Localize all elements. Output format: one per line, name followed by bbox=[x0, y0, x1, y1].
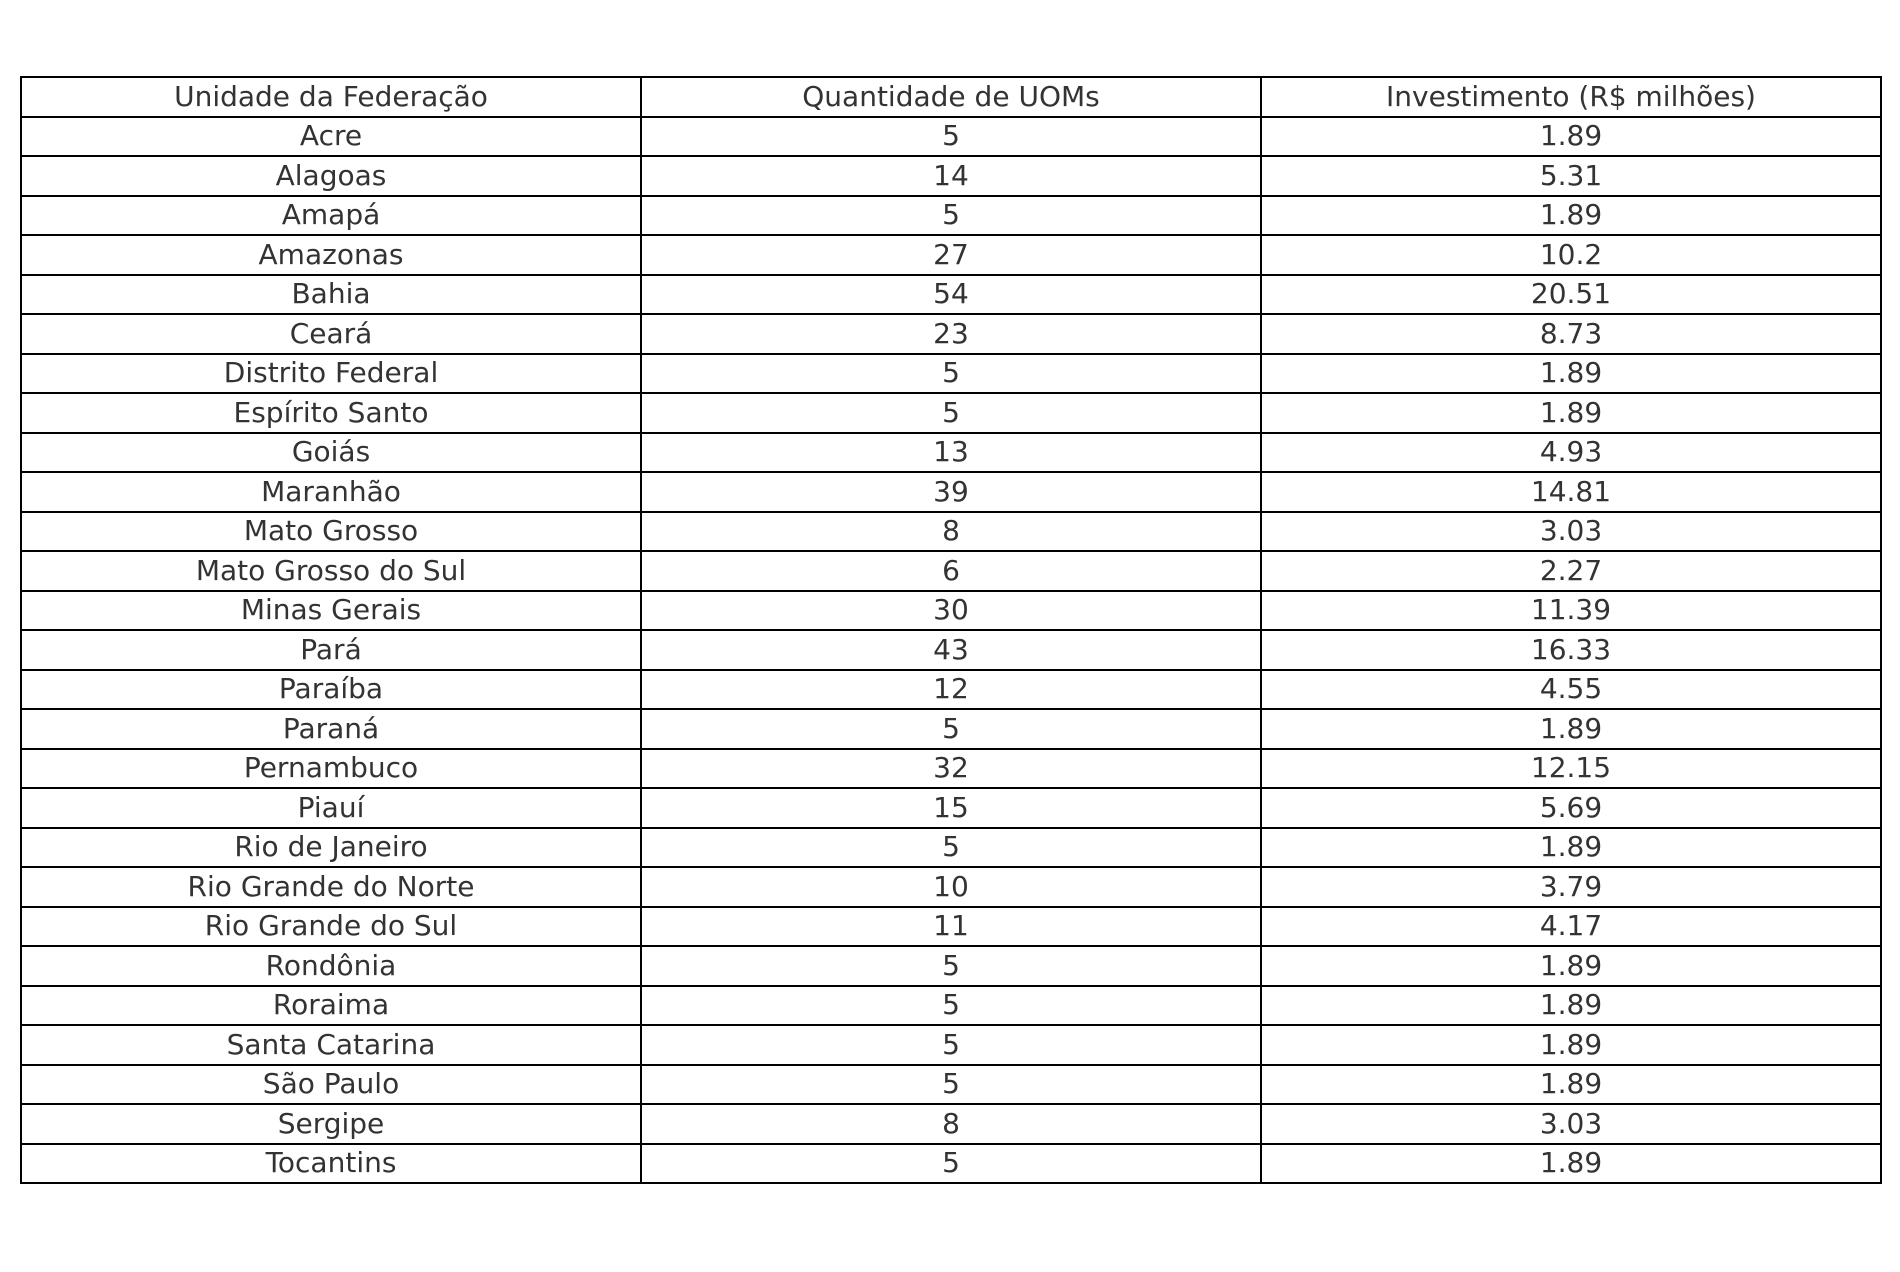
table-row bbox=[21, 314, 1881, 354]
cell-investimento: 12.15 bbox=[1261, 749, 1881, 789]
cell-unidade: Tocantins bbox=[21, 1144, 641, 1184]
cell-unidade: Goiás bbox=[21, 433, 641, 473]
cell-unidade: Mato Grosso bbox=[21, 512, 641, 552]
cell-unidade: Minas Gerais bbox=[21, 591, 641, 631]
cell-unidade: Rio Grande do Sul bbox=[21, 907, 641, 947]
cell-quantidade: 10 bbox=[641, 867, 1261, 907]
table-row bbox=[21, 1104, 1881, 1144]
table-row bbox=[21, 630, 1881, 670]
cell-unidade: Pernambuco bbox=[21, 749, 641, 789]
cell-investimento: 1.89 bbox=[1261, 828, 1881, 868]
cell-unidade: Amapá bbox=[21, 196, 641, 236]
cell-quantidade: 5 bbox=[641, 1025, 1261, 1065]
cell-quantidade: 8 bbox=[641, 512, 1261, 552]
cell-unidade: Amazonas bbox=[21, 235, 641, 275]
table-row bbox=[21, 1025, 1881, 1065]
table-row bbox=[21, 156, 1881, 196]
cell-unidade: Rondônia bbox=[21, 946, 641, 986]
cell-quantidade: 5 bbox=[641, 946, 1261, 986]
cell-unidade: Paraíba bbox=[21, 670, 641, 710]
cell-quantidade: 5 bbox=[641, 393, 1261, 433]
table-row bbox=[21, 1065, 1881, 1105]
cell-unidade: Mato Grosso do Sul bbox=[21, 551, 641, 591]
cell-unidade: Sergipe bbox=[21, 1104, 641, 1144]
cell-quantidade: 27 bbox=[641, 235, 1261, 275]
cell-quantidade: 6 bbox=[641, 551, 1261, 591]
cell-unidade: Piauí bbox=[21, 788, 641, 828]
table-row bbox=[21, 117, 1881, 157]
cell-quantidade: 8 bbox=[641, 1104, 1261, 1144]
table-row bbox=[21, 788, 1881, 828]
cell-quantidade: 5 bbox=[641, 1065, 1261, 1105]
cell-investimento: 20.51 bbox=[1261, 275, 1881, 315]
table-row bbox=[21, 551, 1881, 591]
cell-quantidade: 5 bbox=[641, 354, 1261, 394]
cell-investimento: 1.89 bbox=[1261, 354, 1881, 394]
table-row bbox=[21, 235, 1881, 275]
cell-quantidade: 5 bbox=[641, 986, 1261, 1026]
cell-quantidade: 54 bbox=[641, 275, 1261, 315]
cell-quantidade: 39 bbox=[641, 472, 1261, 512]
cell-investimento: 2.27 bbox=[1261, 551, 1881, 591]
table-row bbox=[21, 354, 1881, 394]
table-row bbox=[21, 670, 1881, 710]
cell-investimento: 1.89 bbox=[1261, 117, 1881, 157]
cell-investimento: 1.89 bbox=[1261, 393, 1881, 433]
cell-unidade: Roraima bbox=[21, 986, 641, 1026]
cell-unidade: Pará bbox=[21, 630, 641, 670]
cell-quantidade: 5 bbox=[641, 196, 1261, 236]
cell-investimento: 16.33 bbox=[1261, 630, 1881, 670]
cell-quantidade: 5 bbox=[641, 709, 1261, 749]
cell-investimento: 10.2 bbox=[1261, 235, 1881, 275]
table-row bbox=[21, 1144, 1881, 1184]
table-body bbox=[21, 117, 1881, 1184]
cell-unidade: Rio Grande do Norte bbox=[21, 867, 641, 907]
cell-investimento: 1.89 bbox=[1261, 1025, 1881, 1065]
cell-investimento: 8.73 bbox=[1261, 314, 1881, 354]
cell-quantidade: 30 bbox=[641, 591, 1261, 631]
column-header-investimento: Investimento (R$ milhões) bbox=[1261, 77, 1881, 117]
table-row bbox=[21, 275, 1881, 315]
table-row bbox=[21, 591, 1881, 631]
cell-unidade: Rio de Janeiro bbox=[21, 828, 641, 868]
cell-unidade: Paraná bbox=[21, 709, 641, 749]
cell-investimento: 3.03 bbox=[1261, 512, 1881, 552]
cell-unidade: São Paulo bbox=[21, 1065, 641, 1105]
cell-unidade: Distrito Federal bbox=[21, 354, 641, 394]
cell-investimento: 1.89 bbox=[1261, 1144, 1881, 1184]
cell-investimento: 3.03 bbox=[1261, 1104, 1881, 1144]
cell-investimento: 3.79 bbox=[1261, 867, 1881, 907]
cell-investimento: 4.93 bbox=[1261, 433, 1881, 473]
cell-investimento: 1.89 bbox=[1261, 946, 1881, 986]
cell-quantidade: 23 bbox=[641, 314, 1261, 354]
cell-investimento: 1.89 bbox=[1261, 709, 1881, 749]
cell-quantidade: 5 bbox=[641, 1144, 1261, 1184]
cell-investimento: 4.17 bbox=[1261, 907, 1881, 947]
column-header-quantidade: Quantidade de UOMs bbox=[641, 77, 1261, 117]
cell-investimento: 4.55 bbox=[1261, 670, 1881, 710]
table-row bbox=[21, 472, 1881, 512]
cell-investimento: 5.31 bbox=[1261, 156, 1881, 196]
cell-unidade: Santa Catarina bbox=[21, 1025, 641, 1065]
table-row bbox=[21, 867, 1881, 907]
cell-investimento: 14.81 bbox=[1261, 472, 1881, 512]
table-row bbox=[21, 907, 1881, 947]
header-row bbox=[21, 77, 1881, 117]
cell-unidade: Bahia bbox=[21, 275, 641, 315]
cell-quantidade: 5 bbox=[641, 117, 1261, 157]
cell-quantidade: 14 bbox=[641, 156, 1261, 196]
table-row bbox=[21, 433, 1881, 473]
table-header bbox=[21, 77, 1881, 117]
cell-quantidade: 13 bbox=[641, 433, 1261, 473]
table-row bbox=[21, 946, 1881, 986]
cell-unidade: Alagoas bbox=[21, 156, 641, 196]
cell-quantidade: 12 bbox=[641, 670, 1261, 710]
cell-quantidade: 43 bbox=[641, 630, 1261, 670]
table-row bbox=[21, 986, 1881, 1026]
cell-unidade: Espírito Santo bbox=[21, 393, 641, 433]
cell-unidade: Acre bbox=[21, 117, 641, 157]
data-table bbox=[20, 76, 1882, 1184]
table-row bbox=[21, 393, 1881, 433]
cell-unidade: Maranhão bbox=[21, 472, 641, 512]
table-row bbox=[21, 196, 1881, 236]
table-row bbox=[21, 512, 1881, 552]
table-row bbox=[21, 749, 1881, 789]
cell-investimento: 11.39 bbox=[1261, 591, 1881, 631]
cell-quantidade: 15 bbox=[641, 788, 1261, 828]
cell-unidade: Ceará bbox=[21, 314, 641, 354]
table-row bbox=[21, 709, 1881, 749]
cell-investimento: 1.89 bbox=[1261, 986, 1881, 1026]
cell-investimento: 1.89 bbox=[1261, 196, 1881, 236]
cell-quantidade: 5 bbox=[641, 828, 1261, 868]
cell-investimento: 5.69 bbox=[1261, 788, 1881, 828]
cell-investimento: 1.89 bbox=[1261, 1065, 1881, 1105]
column-header-unidade: Unidade da Federação bbox=[21, 77, 641, 117]
cell-quantidade: 11 bbox=[641, 907, 1261, 947]
cell-quantidade: 32 bbox=[641, 749, 1261, 789]
table-row bbox=[21, 828, 1881, 868]
